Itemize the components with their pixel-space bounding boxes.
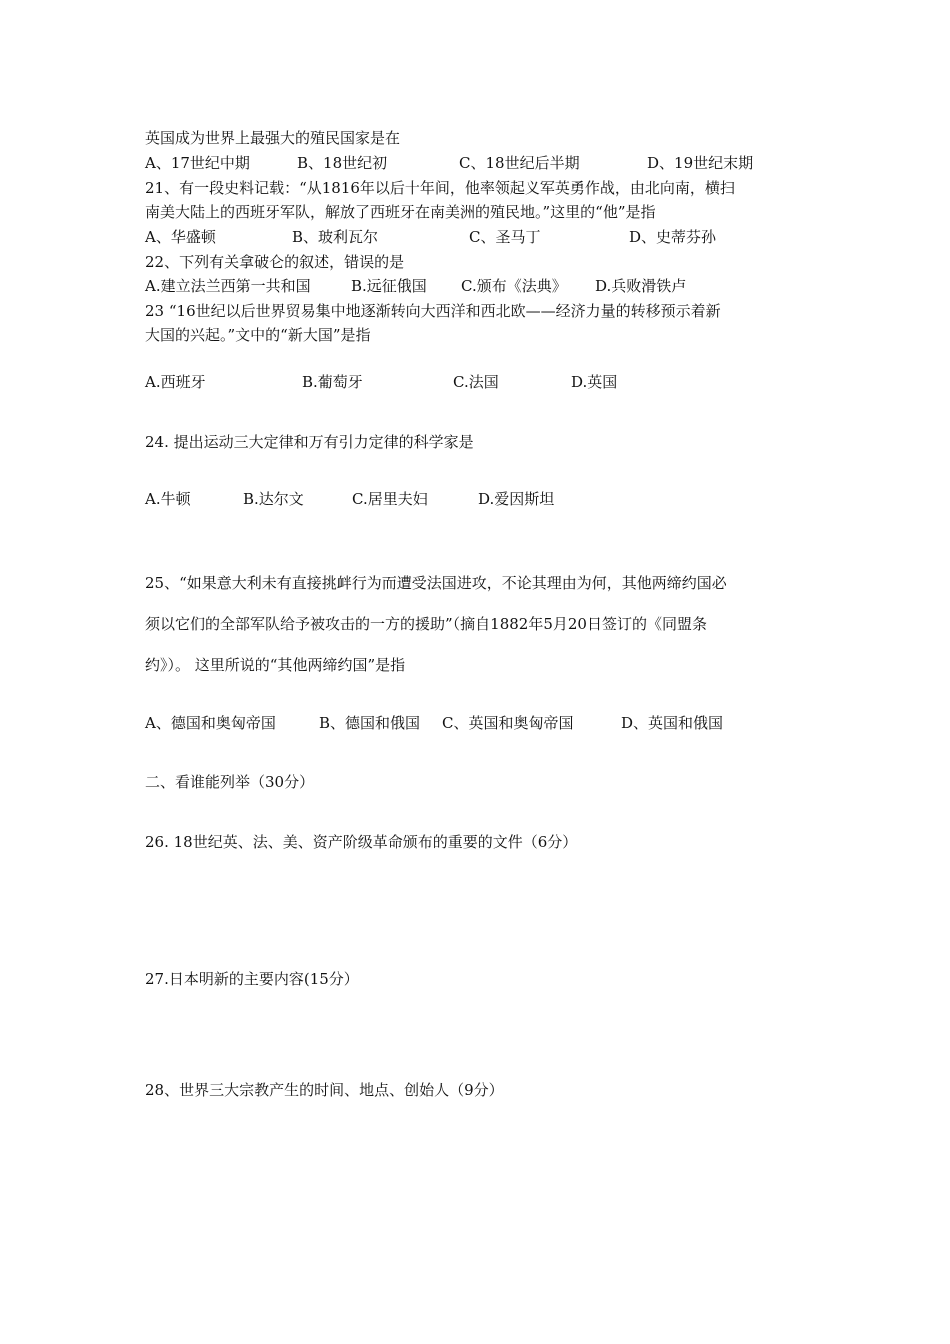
- q21-option-b: B、玻利瓦尔: [292, 228, 379, 246]
- q21-option-a: A、华盛顿: [145, 228, 216, 246]
- q20-option-b: B、18世纪初: [297, 154, 388, 172]
- q25-option-d: D、英国和俄国: [621, 714, 724, 732]
- q24-option-b: B.达尔文: [243, 490, 304, 508]
- q20-option-c: C、18世纪后半期: [459, 154, 580, 172]
- q24-stem: 24. 提出运动三大定律和万有引力定律的科学家是: [145, 433, 474, 451]
- q21-stem-line2: 南美大陆上的西班牙军队，解放了西班牙在南美洲的殖民地。”这里的“他”是指: [145, 203, 656, 221]
- q25-stem-line2: 须以它们的全部军队给予被攻击的一方的援助”（摘自1882年5月20日签订的《同盟条: [145, 615, 707, 633]
- q23-option-a: A.西班牙: [145, 373, 206, 391]
- q23-option-d: D.英国: [571, 373, 618, 391]
- q22-option-a: A.建立法兰西第一共和国: [145, 277, 311, 295]
- q26-text: 26. 18世纪英、法、美、资产阶级革命颁布的重要的文件（6分）: [145, 833, 578, 851]
- q25-option-b: B、德国和俄国: [319, 714, 421, 732]
- q21-option-d: D、史蒂芬孙: [629, 228, 717, 246]
- q22-option-b: B.远征俄国: [351, 277, 427, 295]
- q24-option-d: D.爱因斯坦: [478, 490, 555, 508]
- q24-option-a: A.牛顿: [145, 490, 191, 508]
- q20-option-d: D、19世纪末期: [647, 154, 754, 172]
- q25-stem-line1: 25、“如果意大利未有直接挑衅行为而遭受法国进攻，不论其理由为何，其他两缔约国必: [145, 574, 727, 592]
- q25-option-a: A、德国和奥匈帝国: [145, 714, 276, 732]
- q24-option-c: C.居里夫妇: [352, 490, 428, 508]
- q23-option-c: C.法国: [453, 373, 499, 391]
- q22-option-d: D.兵败滑铁卢: [595, 277, 687, 295]
- section-2-title: 二、看谁能列举（30分）: [145, 773, 315, 791]
- q23-stem-line1: 23 “16世纪以后世界贸易集中地逐渐转向大西洋和西北欧——经济力量的转移预示着新: [145, 302, 721, 320]
- q22-stem: 22、下列有关拿破仑的叙述，错误的是: [145, 253, 405, 271]
- q25-option-c: C、英国和奥匈帝国: [442, 714, 574, 732]
- q23-stem-line2: 大国的兴起。”文中的“新大国”是指: [145, 326, 371, 344]
- q21-stem-line1: 21、有一段史料记载：“从1816年以后十年间，他率领起义军英勇作战，由北向南，横扫: [145, 179, 735, 197]
- q22-option-c: C.颁布《法典》: [461, 277, 567, 295]
- q21-option-c: C、圣马丁: [469, 228, 541, 246]
- q25-stem-line3: 约》）。 这里所说的“其他两缔约国”是指: [145, 656, 406, 674]
- q27-text: 27.日本明新的主要内容(15分）: [145, 970, 359, 988]
- q23-option-b: B.葡萄牙: [302, 373, 363, 391]
- q20-option-a: A、17世纪中期: [145, 154, 250, 172]
- q20-stem: 英国成为世界上最强大的殖民国家是在: [145, 129, 401, 147]
- q28-text: 28、世界三大宗教产生的时间、地点、创始人（9分）: [145, 1081, 504, 1099]
